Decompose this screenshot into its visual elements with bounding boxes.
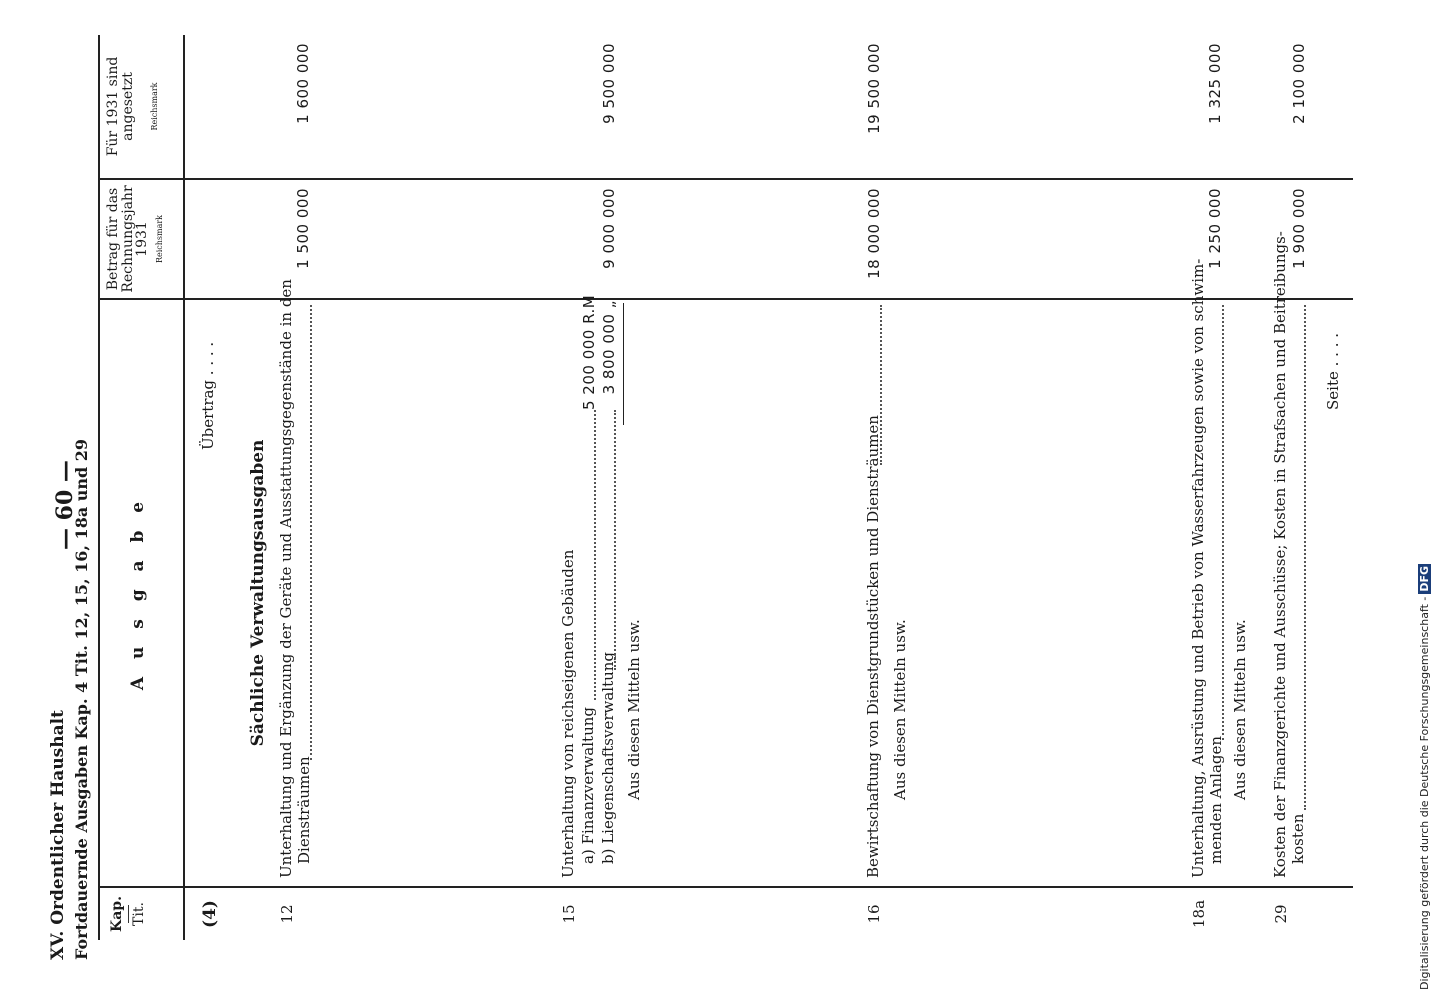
col-ansatz-head: Für 1931 sind angesetzt Reichsmark: [105, 56, 160, 157]
row16-betrag: 18 000 000: [865, 188, 883, 279]
row12-text2: Diensträumen: [295, 756, 313, 864]
row15-b-label: b) Liegenschaftsverwaltung: [599, 651, 617, 864]
tit-12: 12: [278, 904, 296, 924]
header-line1: XV. Ordentlicher Haushalt: [48, 710, 68, 960]
row29-ansatz: 2 100 000: [1290, 43, 1308, 124]
rotated-page: [40, 30, 1430, 970]
row15-b-leader: [614, 410, 616, 670]
row18a-text1: Unterhaltung, Ausrüstung und Betrieb von Wasserfahrzeugen sowie von schwim-: [1189, 258, 1207, 878]
row15-ansatz: 9 500 000: [600, 43, 618, 124]
row15-text1: Unterhaltung von reichseigenen Gebäuden: [559, 549, 577, 878]
digitization-text: Digitalisierung gefördert durch die Deutsche Forschungsgemeinschaft -: [1418, 596, 1431, 990]
row15-a-amount: 5 200 000 R.M: [580, 294, 598, 410]
digitization-note: [1418, 564, 1431, 990]
row16-text1: Bewirtschaftung von Dienstgrundstücken und Diensträumen: [864, 415, 882, 878]
row15-note: Aus diesen Mitteln usw.: [625, 619, 643, 800]
row29-betrag: 1 900 000: [1290, 188, 1308, 269]
row15-betrag: 9 000 000: [600, 188, 618, 269]
col-divider-ansatz: [98, 178, 1353, 180]
row15-sum-rule: [623, 303, 624, 425]
row29-leader: [1304, 305, 1306, 810]
table-top-rule: [98, 35, 100, 940]
uebertrag-label: Übertrag . . . .: [199, 341, 217, 450]
col-betrag-head: Betrag für das Rechnungsjahr 1931 Reichsmark: [105, 185, 165, 293]
tit-18a: 18a: [1190, 899, 1208, 929]
dfg-logo: DFG: [1418, 565, 1431, 592]
row12-ansatz: 1 600 000: [294, 43, 312, 124]
row18a-note: Aus diesen Mitteln usw.: [1231, 619, 1249, 800]
row12-betrag: 1 500 000: [294, 188, 312, 269]
col-kap-head: Kap. Tit.: [109, 896, 147, 932]
header-bottom-rule: [183, 35, 185, 940]
row18a-text2: menden Anlagen: [1207, 735, 1225, 864]
row12-leader: [310, 305, 312, 760]
kap-number: (4): [200, 900, 220, 928]
header-line2: Fortdauernde Ausgaben Kap. 4 Tit. 12, 15, 16, 18a und 29: [72, 438, 91, 960]
row12-text1: Unterhaltung und Ergänzung der Geräte und Ausstattungsgegenstände in den: [277, 279, 295, 878]
tit-15: 15: [560, 904, 578, 924]
seite-label: Seite . . . .: [1324, 333, 1342, 410]
row18a-betrag: 1 250 000: [1206, 188, 1224, 269]
page-number: — 60 —: [52, 460, 78, 550]
row16-note: Aus diesen Mitteln usw.: [891, 619, 909, 800]
row29-text1: Kosten der Finanzgerichte und Ausschüsse; Kosten in Strafsachen und Beitreibungs-: [1271, 231, 1289, 878]
row18a-ansatz: 1 325 000: [1206, 43, 1224, 124]
row16-leader: [880, 305, 882, 465]
col-ausgabe-head: A u s g a b e: [128, 495, 148, 691]
row16-ansatz: 19 500 000: [865, 43, 883, 134]
row15-a-label: a) Finanzverwaltung: [579, 707, 597, 864]
row18a-leader: [1222, 305, 1224, 740]
row15-b-amount: 3 800 000 „: [600, 300, 618, 395]
row29-text2: kosten: [1289, 813, 1307, 864]
tit-16: 16: [865, 904, 883, 924]
row15-a-leader: [594, 410, 596, 700]
section-title: Sächliche Verwaltungsausgaben: [248, 439, 268, 747]
tit-29: 29: [1272, 904, 1290, 924]
